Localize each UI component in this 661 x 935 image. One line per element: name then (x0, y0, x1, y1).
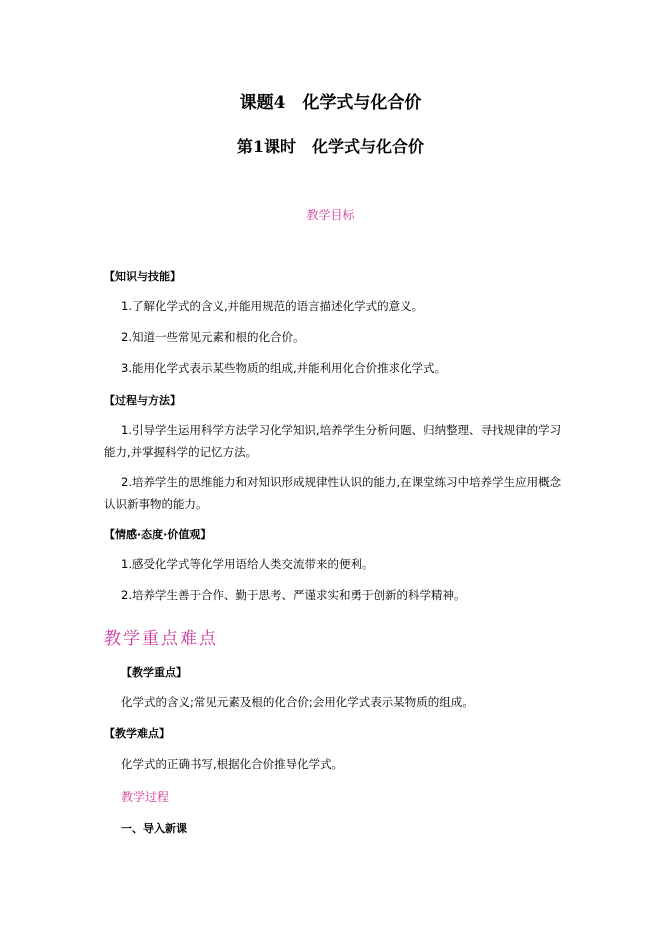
knowledge-heading: 【知识与技能】 (104, 270, 181, 283)
knowledge-item-3: 3.能用化学式表示某些物质的组成,并能利用化合价推求化学式。 (121, 361, 447, 375)
difficult-points-heading: 【教学难点】 (104, 727, 170, 740)
emotion-item-2: 2.培养学生善于合作、勤于思考、严谨求实和勇于创新的科学精神。 (121, 588, 466, 602)
objectives-heading: 教学目标 (306, 208, 355, 222)
emotion-item-1: 1.感受化学式等化学用语给人类交流带来的便利。 (121, 557, 374, 571)
emotion-heading: 【情感·态度·价值观】 (104, 528, 212, 541)
lesson-subtitle: 第1课时 化学式与化合价 (236, 137, 425, 156)
knowledge-item-1: 1.了解化学式的含义,并能用规范的语言描述化学式的意义。 (121, 299, 424, 313)
teaching-process-heading: 教学过程 (121, 790, 170, 804)
key-points-heading: 【教学重点】 (121, 666, 187, 679)
process-heading: 【过程与方法】 (104, 394, 181, 407)
knowledge-item-2: 2.知道一些常见元素和根的化合价。 (121, 330, 305, 344)
section-one-heading: 一、导入新课 (121, 822, 187, 835)
key-difficult-heading: 教学重点难点 (104, 629, 218, 649)
key-points-text: 化学式的含义;常见元素及根的化合价;会用化学式表示某物质的组成。 (121, 695, 474, 709)
lesson-title: 课题4 化学式与化合价 (239, 93, 422, 113)
process-item-1: 1.引导学生运用科学方法学习化学知识,培养学生分析问题、归纳整理、寻找规律的学习能力,并掌握科学的记忆方法。 (104, 423, 562, 459)
process-item-2: 2.培养学生的思维能力和对知识形成规律性认识的能力,在课堂练习中培养学生应用概念认识新事物的能力。 (104, 475, 562, 511)
difficult-points-text: 化学式的正确书写,根据化合价推导化学式。 (121, 757, 344, 771)
